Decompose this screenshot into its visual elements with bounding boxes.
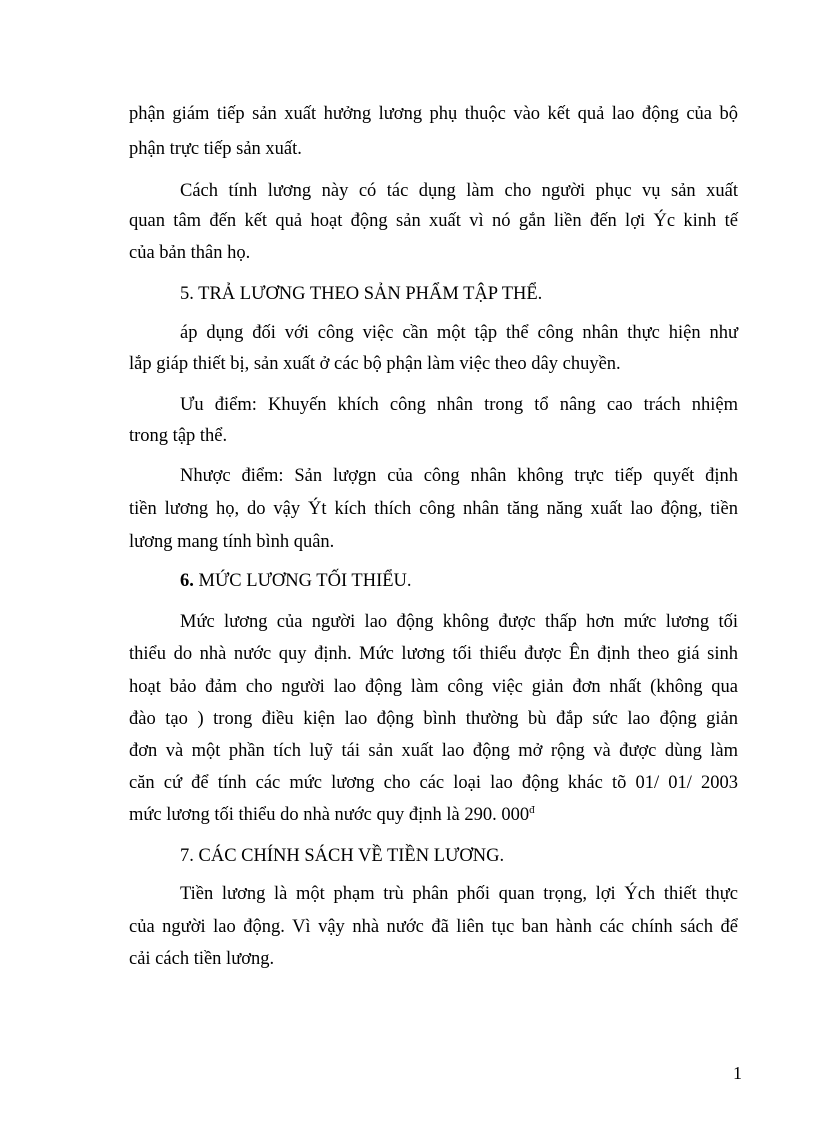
paragraph-line: Cách tính lương này có tác dụng làm cho người phục vụ sản xuất [180, 181, 738, 201]
paragraph-line: Mức lương của người lao động không được thấp hơn mức lương tối [180, 612, 738, 632]
paragraph-line: đào tạo ) trong điều kiện lao động bình thường bù đắp sức lao động giản [129, 709, 738, 729]
currency-mark: đ [529, 803, 535, 816]
section-heading: 5. TRẢ LƯƠNG THEO SẢN PHẨM TẬP THỂ. [180, 284, 543, 304]
paragraph-line: Tiền lương là một phạm trù phân phối quan trọng, lợi Ých thiết thực [180, 884, 738, 904]
paragraph-line: lương mang tính bình quân. [129, 532, 335, 552]
paragraph-line: phận trực tiếp sản xuất. [129, 139, 302, 159]
heading-text: MỨC LƯƠNG TỐI THIỂU. [193, 571, 412, 591]
paragraph-line: đơn và một phần tích luỹ tái sản xuất lao động mở rộng và được dùng làm [129, 741, 738, 761]
paragraph-line: phận giám tiếp sản xuất hưởng lương phụ thuộc vào kết quả lao động của bộ [129, 104, 738, 124]
section-heading [180, 570, 412, 592]
paragraph-line-text: mức lương tối thiểu do nhà nước quy định là 290. 000 [129, 805, 530, 825]
paragraph-line: hoạt bảo đảm cho người lao động làm công việc giản đơn nhất (không qua [129, 677, 738, 697]
paragraph-line: lắp giáp thiết bị, sản xuất ở các bộ phận làm việc theo dây chuyền. [129, 354, 621, 374]
paragraph-line: cải cách tiền lương. [129, 949, 275, 969]
paragraph-line: của bản thân họ. [129, 243, 251, 263]
paragraph-line: của người lao động. Vì vậy nhà nước đã liên tục ban hành các chính sách để [129, 917, 738, 937]
paragraph-line: quan tâm đến kết quả hoạt động sản xuất vì nó gắn liền đến lợi Ýc kinh tế [129, 211, 738, 231]
paragraph-line: Ưu điểm: Khuyến khích công nhân trong tổ nâng cao trách nhiệm [180, 395, 738, 415]
section-heading: 7. CÁC CHÍNH SÁCH VỀ TIỀN LƯƠNG. [180, 846, 505, 866]
page-number: 1 [733, 1063, 742, 1083]
paragraph-line: thiểu do nhà nước quy định. Mức lương tối thiểu được Ên định theo giá sinh [129, 644, 738, 664]
paragraph-line [129, 804, 535, 826]
heading-number: 6. [180, 571, 194, 591]
paragraph-line: áp dụng đối với công việc cần một tập thể công nhân thực hiện như [180, 323, 738, 343]
paragraph-line: căn cứ để tính các mức lương cho các loại lao động khác tõ 01/ 01/ 2003 [129, 773, 738, 793]
paragraph-line: trong tập thể. [129, 426, 228, 446]
paragraph-line: Nhược điểm: Sản lượgn của công nhân không trực tiếp quyết định [180, 466, 738, 486]
paragraph-line: tiền lương họ, do vậy Ýt kích thích công nhân tăng năng xuất lao động, tiền [129, 499, 738, 519]
